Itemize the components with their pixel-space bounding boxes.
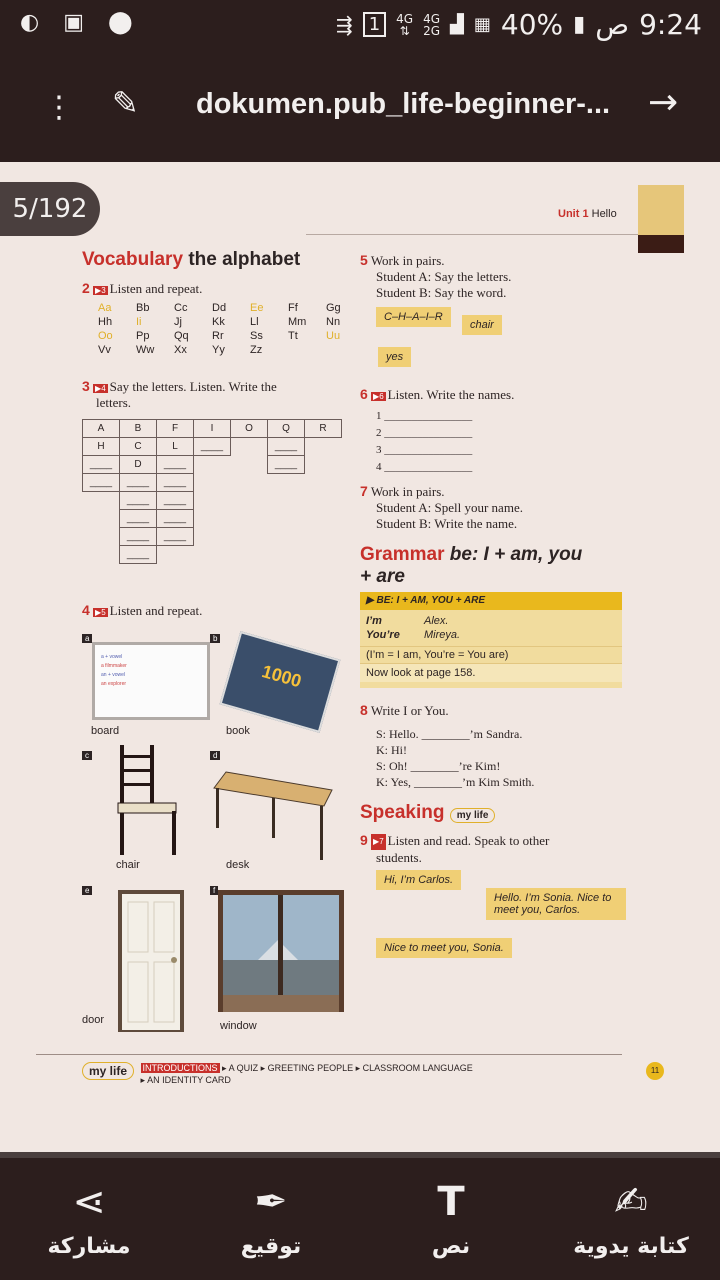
bottom-toolbar xyxy=(0,1152,720,1280)
alphabet-letter: Kk xyxy=(212,316,225,328)
gallery-icon: ▣ xyxy=(63,10,84,35)
board-line: a filmmaker xyxy=(101,663,127,669)
clock: 9:24 xyxy=(639,8,702,41)
alphabet-letter: Xx xyxy=(174,344,187,356)
footer-item: CLASSROOM LANGUAGE xyxy=(362,1063,473,1073)
alphabet-letter: Zz xyxy=(250,344,263,356)
status-bar xyxy=(0,0,720,52)
sign-button[interactable]: ✒ توقيع xyxy=(196,1176,346,1259)
alphabet-letter: Mm xyxy=(288,316,307,328)
page-number: 11 xyxy=(646,1062,664,1080)
pic-label: chair xyxy=(116,859,140,871)
unit-header: Unit 1 Hello xyxy=(558,208,617,220)
speech-bubble: Nice to meet you, Sonia. xyxy=(376,938,512,958)
dialog-line: K: Yes, ________’m Kim Smith. xyxy=(376,775,535,789)
exercise-3-cont: letters. xyxy=(96,395,132,410)
audio-track-icon: ▶5 xyxy=(95,607,106,617)
pic-label: window xyxy=(220,1020,257,1032)
my-life-tag: my life xyxy=(82,1062,134,1080)
toolbar-separator xyxy=(0,1152,720,1158)
audio-track-icon: ▶6 xyxy=(373,391,384,401)
grid-cell-blank: ____ xyxy=(120,528,157,546)
grid-cell-blank: ____ xyxy=(120,474,157,492)
grid-cell: Q xyxy=(268,420,305,438)
exercise-6: 6 ▶6 Listen. Write the names. xyxy=(360,386,515,402)
grid-cell: C xyxy=(120,438,157,456)
handwriting-button[interactable]: ✍ كتابة يدوية xyxy=(556,1176,706,1259)
dialog-line: K: Hi! xyxy=(376,743,407,757)
exercise-7: 7 Work in pairs. Student A: Spell your name. Student B: Write the name. xyxy=(360,483,523,531)
name-num: 3 xyxy=(376,444,382,456)
signal-icon: ▟ xyxy=(450,14,464,35)
desk-image xyxy=(212,770,336,866)
board-line: an + vowel xyxy=(101,672,126,678)
board-image xyxy=(92,642,210,720)
pic-letter-b: b xyxy=(210,634,220,643)
footer-rule xyxy=(36,1054,622,1055)
grid-cell: H xyxy=(83,438,120,456)
alphabet-letter: Vv xyxy=(98,344,111,356)
names-list: 1 ________________ 2 ________________ 3 ________________ 4 ________________ xyxy=(376,410,473,473)
exercise-8: 8 Write I or You. xyxy=(360,702,449,718)
pic-letter-f: f xyxy=(210,886,218,895)
grid-cell: F xyxy=(157,420,194,438)
alphabet-letter: Tt xyxy=(288,330,298,342)
name-num: 1 xyxy=(376,410,382,422)
grid-cell-blank: ____ xyxy=(83,456,120,474)
do-not-disturb-icon: ◐ xyxy=(20,10,40,35)
handwriting-icon: ✍ xyxy=(614,1179,648,1225)
alphabet-letter: Ss xyxy=(250,330,263,342)
speaking-heading: Speaking my life xyxy=(360,802,495,824)
grammar-box-head: ▶ BE: I + AM, YOU + ARE xyxy=(360,592,622,610)
grid-cell-blank: ____ xyxy=(268,456,305,474)
vibrate-icon: ⇶ xyxy=(335,12,353,37)
network-indicator: 4G ⇅ xyxy=(396,11,414,38)
alphabet-letter: Ff xyxy=(288,302,298,314)
alphabet-grid xyxy=(98,302,364,356)
page-tab xyxy=(638,185,684,235)
more-options-icon[interactable]: ⋮ xyxy=(44,90,74,125)
pic-letter-c: c xyxy=(82,751,92,760)
grid-cell-blank: ____ xyxy=(157,492,194,510)
letters-grid xyxy=(82,419,342,564)
audio-track-icon: ▶3 xyxy=(95,285,106,295)
speech-bubble: C–H–A–I–R xyxy=(376,307,451,327)
exercise-4: 4 ▶5 Listen and repeat. xyxy=(82,602,203,618)
alphabet-letter: Ee xyxy=(250,302,264,314)
battery-percent: 40% xyxy=(500,8,564,41)
alphabet-letter: Ii xyxy=(136,316,142,328)
document-viewer[interactable] xyxy=(0,162,720,1152)
dialog-line: S: Hello. ________’m Sandra. xyxy=(376,727,523,741)
grid-cell-blank: ____ xyxy=(83,474,120,492)
fountain-pen-icon: ✒ xyxy=(254,1179,288,1225)
alphabet-letter: Gg xyxy=(326,302,341,314)
grammar-note: (I’m = I am, You’re = You are) xyxy=(360,646,622,663)
footer-item: INTRODUCTIONS xyxy=(142,1063,218,1073)
grid-cell-blank: ____ xyxy=(268,438,305,456)
footer-item: AN IDENTITY CARD xyxy=(147,1075,231,1085)
chair-image xyxy=(114,745,184,857)
data-saver-icon: ⬤ xyxy=(108,10,133,35)
grammar-look: Now look at page 158. xyxy=(360,663,622,682)
speech-bubble: yes xyxy=(378,347,411,367)
alphabet-letter: Yy xyxy=(212,344,225,356)
alphabet-letter: Ll xyxy=(250,316,259,328)
alphabet-letter: Dd xyxy=(212,302,227,314)
grid-cell-blank: ____ xyxy=(120,510,157,528)
share-icon: ⋖ xyxy=(72,1179,106,1225)
pic-label: board xyxy=(91,725,120,737)
grid-cell: B xyxy=(120,420,157,438)
calendar-icon: ▦ xyxy=(473,14,491,35)
board-line: an explorer xyxy=(101,681,127,687)
alphabet-letter: Nn xyxy=(326,316,341,328)
grid-cell: D xyxy=(120,456,157,474)
header-rule xyxy=(306,234,638,235)
page-tab-dark xyxy=(638,235,684,253)
alphabet-letter: Aa xyxy=(98,302,112,314)
sim-badge: 1 xyxy=(363,12,386,37)
door-image xyxy=(118,890,184,1032)
pic-label: desk xyxy=(226,859,250,871)
alphabet-letter: Cc xyxy=(174,302,188,314)
edit-pencil-icon[interactable]: ✎ xyxy=(112,84,139,122)
audio-track-icon: ▶7 xyxy=(371,834,386,850)
grid-cell: L xyxy=(157,438,194,456)
alphabet-letter: Qq xyxy=(174,330,189,342)
grid-cell-blank: ____ xyxy=(157,474,194,492)
footer-item: GREETING PEOPLE xyxy=(267,1063,354,1073)
window-image xyxy=(218,890,344,1012)
alphabet-letter: Uu xyxy=(326,330,341,342)
pic-letter-e: e xyxy=(82,886,92,895)
grid-cell: A xyxy=(83,420,120,438)
network-indicator-2: 4G 2G xyxy=(423,11,441,38)
grid-cell: R xyxy=(305,420,342,438)
document-title: dokumen.pub_life-beginner-... xyxy=(196,88,611,120)
app-toolbar xyxy=(0,52,720,162)
page-content xyxy=(36,182,684,1132)
alphabet-letter: Hh xyxy=(98,316,113,328)
text-button[interactable]: T نص xyxy=(376,1176,526,1259)
speech-bubble: chair xyxy=(462,315,502,335)
name-num: 2 xyxy=(376,427,382,439)
pic-label: door xyxy=(82,1014,105,1026)
book-title: 1000 xyxy=(259,661,304,692)
footer-item: A QUIZ xyxy=(228,1063,259,1073)
alphabet-letter: Ww xyxy=(136,344,155,356)
alphabet-letter: Jj xyxy=(174,316,182,328)
pic-letter-a: a xyxy=(82,634,92,643)
grid-cell-blank: ____ xyxy=(120,546,157,564)
book-image xyxy=(220,631,341,733)
vocabulary-heading: Vocabulary the alphabet xyxy=(82,249,301,270)
pic-label: book xyxy=(226,725,250,737)
alphabet-letter: Oo xyxy=(98,330,113,342)
text-icon: T xyxy=(437,1179,465,1225)
page-indicator: 5/192 xyxy=(0,182,100,236)
alphabet-letter: Bb xyxy=(136,302,150,314)
dialog-line: S: Oh! ________’re Kim! xyxy=(376,759,501,773)
speech-bubble: Hi, I’m Carlos. xyxy=(376,870,461,890)
grid-cell-blank: ____ xyxy=(157,528,194,546)
grid-cell: O xyxy=(231,420,268,438)
name-num: 4 xyxy=(376,461,382,473)
grid-cell-blank: ____ xyxy=(194,438,231,456)
grid-cell-blank: ____ xyxy=(120,492,157,510)
audio-track-icon: ▶4 xyxy=(95,383,106,393)
dialog-8 xyxy=(376,726,534,790)
exercise-2: 2 ▶3 Listen and repeat. xyxy=(82,280,203,296)
grammar-heading: Grammar be: I + am, you + are xyxy=(360,544,583,587)
board-line: a + vowel xyxy=(101,654,123,660)
grid-cell: I xyxy=(194,420,231,438)
grid-cell-blank: ____ xyxy=(157,456,194,474)
alphabet-letter: Pp xyxy=(136,330,150,342)
exercise-9: 9 ▶7 Listen and read. Speak to other students. xyxy=(360,832,550,866)
forward-arrow-icon[interactable]: → xyxy=(648,82,679,123)
alphabet-letter: Rr xyxy=(212,330,224,342)
grammar-box: ▶ BE: I + AM, YOU + ARE I’m Alex. You’re Mireya. (I’m = I am, You’re = You are) Now look at page 158. xyxy=(360,592,622,688)
exercise-5: 5 Work in pairs. Student A: Say the letters. Student B: Say the word. xyxy=(360,252,512,300)
exercise-3: 3 ▶4 Say the letters. Listen. Write the xyxy=(82,378,277,394)
ampm-label: ص xyxy=(595,8,630,41)
footer-nav: my life INTRODUCTIONS ▸ A QUIZ ▸ GREETING PEOPLE ▸ CLASSROOM LANGUAGE ▸ AN IDENTITY CARD xyxy=(82,1062,473,1086)
grid-cell-blank: ____ xyxy=(157,510,194,528)
share-button[interactable]: ⋖ مشاركة xyxy=(14,1176,164,1259)
battery-icon: ▮ xyxy=(573,12,586,37)
pic-letter-d: d xyxy=(210,751,220,760)
speech-bubble: Hello. I’m Sonia. Nice to meet you, Carlos. xyxy=(486,888,626,920)
